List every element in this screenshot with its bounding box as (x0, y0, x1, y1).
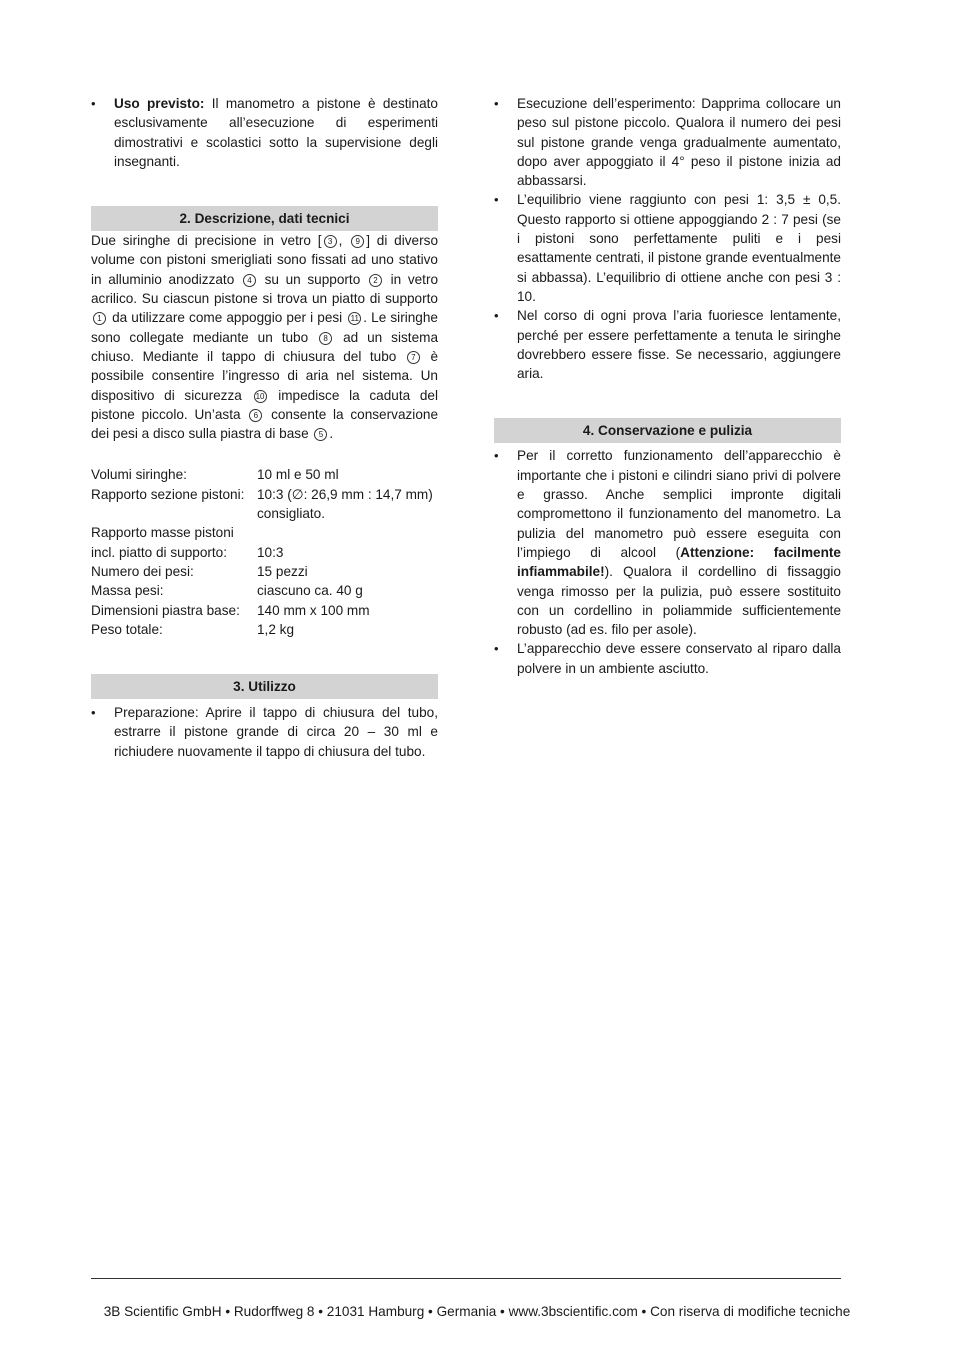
section-4-title: 4. Conservazione e pulizia (582, 423, 753, 439)
spec-row: Massa pesi: ciascuno ca. 40 g (91, 583, 363, 599)
spec-row: Rapporto sezione pistoni: 10:3 (∅: 26,9 mm : 14,7 mm) consigliato. (91, 486, 433, 522)
ref-number: 2 (369, 274, 382, 287)
section-3-header (91, 674, 438, 699)
ref-number: 5 (314, 428, 327, 441)
spec-row: Peso totale: 1,2 kg (91, 621, 295, 637)
experiment-list (494, 94, 841, 383)
footer-divider (91, 1278, 841, 1279)
spec-row: incl. piatto di supporto: 10:3 (91, 544, 284, 560)
ref-number: 8 (319, 332, 332, 345)
ref-number: 6 (249, 409, 262, 422)
maintenance-list (494, 446, 841, 678)
experiment-item: • Nel corso di ogni prova l’aria fuoriesce lentamente, perché per essere perfettamente a tenuta le siringhe dovrebbero essere fisse. Se necessario, aggiungere aria. (494, 306, 841, 383)
ref-number: 3 (324, 235, 337, 248)
spec-row: Dimensioni piastra base: 140 mm x 100 mm (91, 602, 370, 618)
spec-row: Numero dei pesi: 15 pezzi (91, 563, 308, 579)
warning-text: Attenzione: facilmente infiammabile! (517, 544, 841, 580)
ref-number: 10 (254, 390, 267, 403)
description-paragraph: Due siringhe di precisione in vetro [ 3 , 9 ] di diverso volume con pistoni smerigliati sono fissati ad uno stativo in alluminio anodizzato 4 su un supporto 2 in vetro acrilico. Su ciascun pistone si trova un piatto di supporto 1 da utilizzare come appoggio per i pesi 11 . Le siringhe sono collegate mediante un tubo 8 ad un sistema chiuso. Mediante il tappo di chiusura del tubo 7 è possibile consentire l’ingresso di aria nel sistema. Un dispositivo di sicurezza 10 impedisce la caduta del pistone piccolo. Un’asta 6 consente la conservazione dei pesi a disco sulla piastra di base 5 . (91, 233, 439, 442)
usage-item: • Preparazione: Aprire il tappo di chiusura del tubo, estrarre il pistone grande di circa 20 – 30 ml e richiudere nuovamente il tappo di chiusura del tubo. (91, 703, 438, 761)
maintenance-item: • L’apparecchio deve essere conservato al riparo dalla polvere in un ambiente asciutto. (494, 639, 841, 678)
intended-use-label: Uso previsto: (114, 96, 205, 111)
intended-use-text: Il manometro a pistone è destinato esclusivamente all’esecuzione di esperimenti dimostrativi e scolastici sotto la supervisione degli insegnanti. (114, 96, 438, 169)
ref-number: 9 (351, 235, 364, 248)
section-3-title: 3. Utilizzo (233, 679, 296, 695)
experiment-item: • Esecuzione dell’esperimento: Dapprima collocare un peso sul pistone piccolo. Qualora il numero dei pesi sul pistone grande venga gradualmente aumentato, dopo aver appoggiato il 4° peso il pistone inizia ad abbassarsi. (494, 94, 841, 190)
ref-number: 1 (93, 312, 106, 325)
section-4-header (494, 418, 841, 443)
ref-number: 7 (407, 351, 420, 364)
intended-use-item (91, 94, 438, 171)
ref-number: 4 (243, 274, 256, 287)
left-column (91, 94, 438, 761)
maintenance-item: • Per il corretto funzionamento dell’apparecchio è importante che i pistoni e cilindri siano privi di polvere e grasso. Anche semplici impronte digitali compromettono il funzionamento del manometro. La pulizia del manometro può essere eseguita con l’impiego di alcool (Attenzione: facilmente infiammabile!). Qualora il cordellino di fissaggio venga rimosso per la pulizia, può essere sostituito con un cordellino in poliammide sufficientemente robusto (ad es. filo per asole). (494, 446, 841, 639)
footer-text: 3B Scientific GmbH • Rudorffweg 8 • 21031 Hamburg • Germania • www.3bscientific.com • Con riserva di modifiche tecniche (103, 1304, 851, 1319)
usage-list (91, 703, 438, 761)
specs-table (91, 465, 438, 639)
spec-row: Rapporto masse pistoni (91, 525, 234, 541)
spec-row: Volumi siringhe: 10 ml e 50 ml (91, 467, 339, 483)
right-column (494, 94, 841, 678)
experiment-item: • L’equilibrio viene raggiunto con pesi 1: 3,5 ± 0,5. Questo rapporto si ottiene appoggiando 2 : 7 pesi (se i pistoni sono perfettamente puliti e i pesi esattamente centrati, il pistone grande eventualmente si abbassa). L’equilibrio di ottiene anche con pesi 3 : 10. (494, 190, 841, 306)
section-2-title: 2. Descrizione, dati tecnici (179, 211, 350, 227)
section-2-header (91, 206, 438, 231)
intro-list (91, 94, 438, 171)
ref-number: 11 (348, 312, 361, 325)
